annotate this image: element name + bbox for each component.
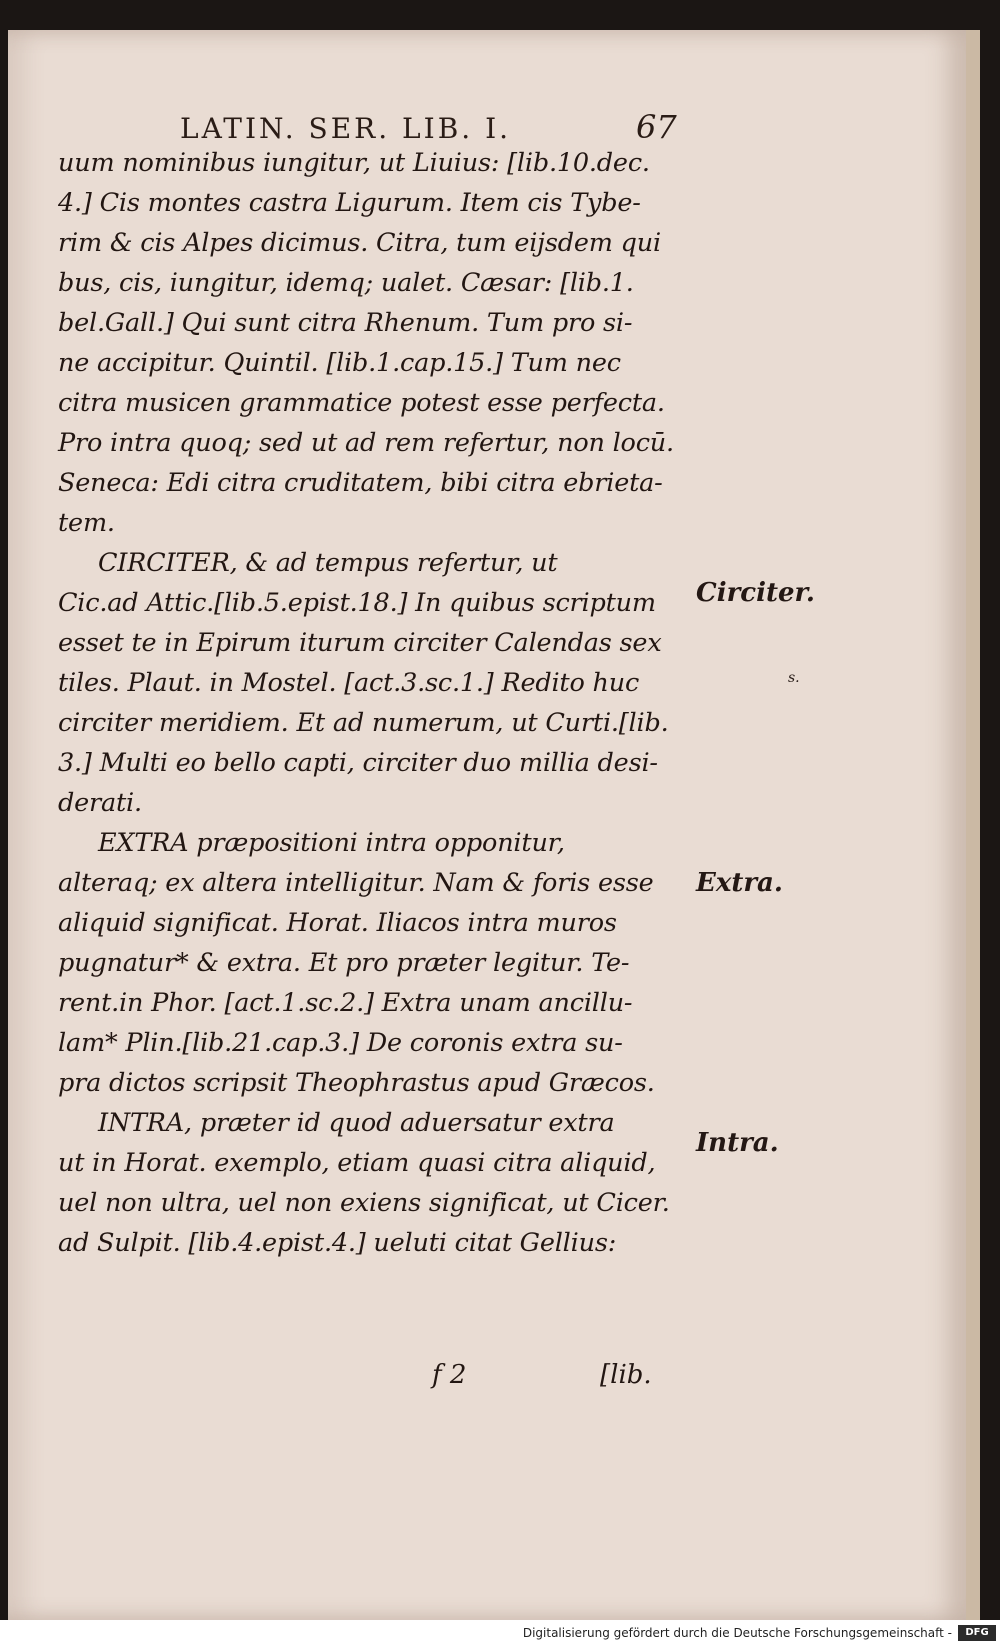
text-line: citra musicen grammatice potest esse perfecta.	[58, 388, 665, 418]
running-head: LATIN. SER. LIB. I.	[180, 112, 512, 145]
text-line: tiles. Plaut. in Mostel. [act.3.sc.1.] Redito huc	[58, 668, 640, 698]
margin-note-extra: Extra.	[696, 868, 783, 898]
text-line: alteraq; ex altera intelligitur. Nam & foris esse	[58, 868, 654, 898]
text-line: rent.in Phor. [act.1.sc.2.] Extra unam ancillu-	[58, 988, 633, 1018]
text-line: lam* Plin.[lib.21.cap.3.] De coronis extra su-	[58, 1028, 623, 1058]
text-line: rim & cis Alpes dicimus. Citra, tum eijsdem qui	[58, 228, 661, 258]
page-number: 67	[636, 108, 677, 146]
text-line: Cic.ad Attic.[lib.5.epist.18.] In quibus scriptum	[58, 588, 656, 618]
entry-heading-circiter: CIRCITER, & ad tempus refertur, ut	[98, 548, 558, 578]
text-line: Pro intra quoq; sed ut ad rem refertur, non locū.	[58, 428, 674, 458]
text-line: 3.] Multi eo bello capti, circiter duo millia desi-	[58, 748, 658, 778]
catchword: [lib.	[600, 1360, 652, 1390]
text-line: esset te in Epirum iturum circiter Calendas sex	[58, 628, 662, 658]
text-line: uum nominibus iungitur, ut Liuius: [lib.10.dec.	[58, 148, 650, 178]
entry-heading-extra: EXTRA præpositioni intra opponitur,	[98, 828, 565, 858]
text-line: pra dictos scripsit Theophrastus apud Græcos.	[58, 1068, 655, 1098]
text-line: aliquid significat. Horat. Iliacos intra muros	[58, 908, 617, 938]
text-line: ut in Horat. exemplo, etiam quasi citra aliquid,	[58, 1148, 656, 1178]
text-line: ad Sulpit. [lib.4.epist.4.] ueluti citat Gellius:	[58, 1228, 617, 1258]
dfg-logo-icon: DFG	[958, 1625, 996, 1641]
funding-credit: Digitalisierung gefördert durch die Deutsche Forschungsgemeinschaft -	[522, 1626, 952, 1640]
text-line: bus, cis, iungitur, idemq; ualet. Cæsar: [lib.1.	[58, 268, 634, 298]
signature-mark: f 2	[432, 1360, 467, 1390]
text-line: uel non ultra, uel non exiens significat, ut Cicer.	[58, 1188, 670, 1218]
text-line: 4.] Cis montes castra Ligurum. Item cis Tybe-	[58, 188, 641, 218]
text-line: pugnatur* & extra. Et pro præter legitur. Te-	[58, 948, 630, 978]
digitization-footer	[0, 1620, 1000, 1645]
text-line: bel.Gall.] Qui sunt citra Rhenum. Tum pro si-	[58, 308, 633, 338]
page-text-block	[8, 30, 966, 1620]
book-page-scan	[8, 30, 980, 1620]
margin-mark: s.	[788, 670, 800, 686]
entry-heading-intra: INTRA, præter id quod aduersatur extra	[98, 1108, 615, 1138]
text-line: circiter meridiem. Et ad numerum, ut Curti.[lib.	[58, 708, 669, 738]
margin-note-intra: Intra.	[696, 1128, 779, 1158]
margin-note-circiter: Circiter.	[696, 578, 815, 608]
text-line: ne accipitur. Quintil. [lib.1.cap.15.] Tum nec	[58, 348, 621, 378]
text-line: derati.	[58, 788, 142, 818]
text-line: tem.	[58, 508, 115, 538]
text-line: Seneca: Edi citra cruditatem, bibi citra ebrieta-	[58, 468, 663, 498]
